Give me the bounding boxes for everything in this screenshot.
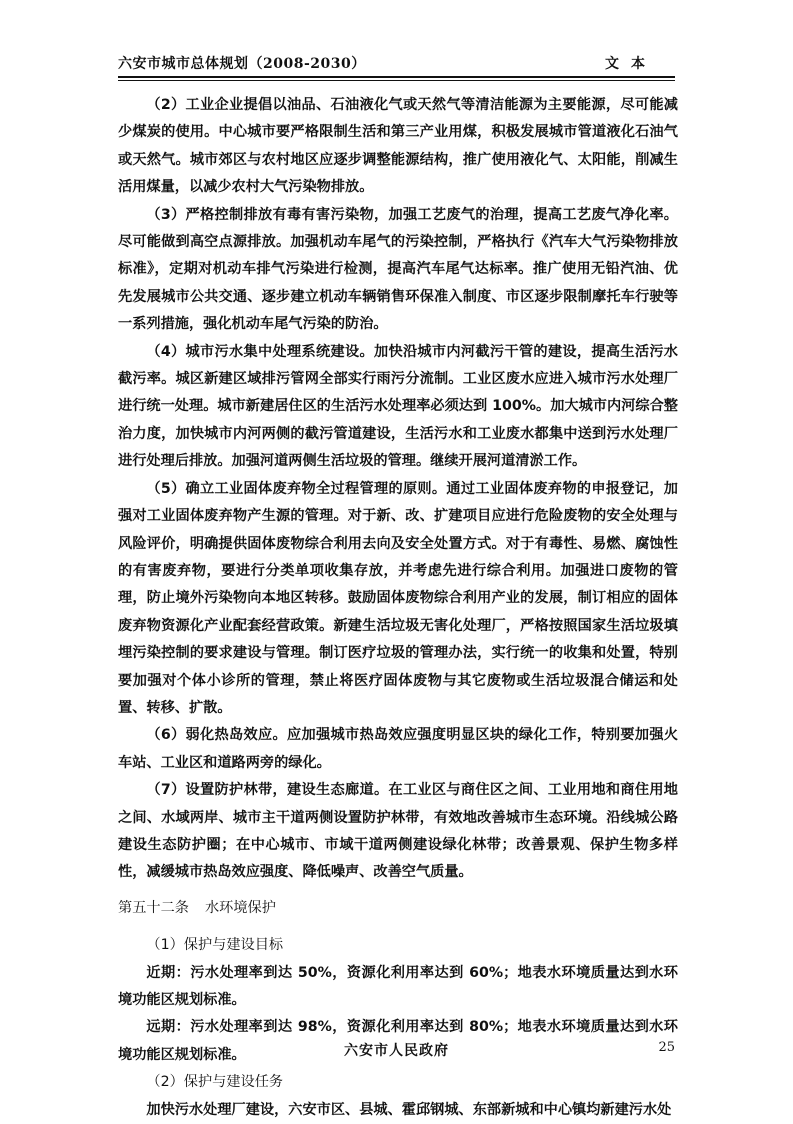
paragraph-7-shelter-belt: （7）设置防护林带，建设生态廊道。在工业区与商住区之间、工业用地和商住用地之间、水域两岸、城市主干道两侧设置防护林带，有效地改善城市生态环境。沿线城公路建设生态防护圈；在中心城市、市域干道两侧建设绿化林带；改善景观、保护生物多样性，减缓城市热岛效应强度、降低噪声、改善空气质量。 [118,782,678,881]
header-rule-thin [118,80,675,81]
article-number: 第五十二条 [118,899,189,916]
document-title: 六安市城市总体规划（2008-2030） [118,56,366,72]
paragraph-5-solid-waste: （5）确立工业固体废弃物全过程管理的原则。通过工业固体废弃物的申报登记，加强对工业固体废弃物产生源的管理。对于新、改、扩建项目应进行危险废物的安全处理与风险评价，明确提供固体废物综合利用去向及安全处置方式。对于有毒性、易燃、腐蚀性的有害废弃物，要进行分类单项收集存放，并考虑先进行综合利用。加强进口废物的管理，防止境外污染物向本地区转移。鼓励固体废物综合利用产业的发展，制订相应的固体废弃物资源化产业配套经营政策。新建生活垃圾无害化处理厂，严格按照国家生活垃圾填埋污染控制的要求建设与管理。制订医疗垃圾的管理办法，实行统一的收集和处置，特别要加强对个体小诊所的管理，禁止将医疗固体废物与其它废物或生活垃圾混合储运和处置、转移、扩散。 [118,480,678,716]
article-heading [118,895,678,922]
subheading-targets: （1）保护与建设目标 [146,937,284,954]
section-label: 文本 [605,56,657,72]
paragraph-4-sewage-treatment: （4）城市污水集中处理系统建设。加快沿城市内河截污干管的建设，提高生活污水截污率。城区新建区域排污管网全部实行雨污分流制。工业区废水应进入城市污水处理厂进行统一处理。城市新建居住区的生活污水处理率必须达到 100%。加大城市内河综合整治力度，加快城市内河两侧的截污管道建设，生活污水和工业废水都集中送到污水处理厂进行处理后排放。加强河道两侧生活垃圾的管理。继续开展河道清淤工作。 [118,343,678,470]
long-term-target: 远期：污水处理率到达 98%，资源化利用率达到 80%；地表水环境质量达到水环境功能区规划标准。 [118,1019,678,1063]
page-header [118,51,675,75]
page-footer [118,1040,675,1062]
article-title: 水环境保护 [204,899,276,916]
subheading-tasks: （2）保护与建设任务 [146,1074,284,1091]
page-body [118,92,678,1124]
paragraph-6-heat-island: （6）弱化热岛效应。应加强城市热岛效应强度明显区块的绿化工作，特别要加强火车站、工业区和道路两旁的绿化。 [118,727,678,771]
paragraph-2-clean-energy: （2）工业企业提倡以油品、石油液化气或天然气等清洁能源为主要能源，尽可能减少煤炭的使用。中心城市要严格限制生活和第三产业用煤，积极发展城市管道液化石油气或天然气。城市郊区与农村地区应逐步调整能源结构，推广使用液化气、太阳能，削减生活用煤量，以减少农村大气污染物排放。 [118,97,678,196]
paragraph-3-emission-control: （3）严格控制排放有毒有害污染物，加强工艺废气的治理，提高工艺废气净化率。尽可能做到高空点源排放。加强机动车尾气的污染控制，严格执行《汽车大气污染物排放标准》，定期对机动车排气污染进行检测，提高汽车尾气达标率。推广使用无铅汽油、优先发展城市公共交通、逐步建立机动车辆销售环保准入制度、市区逐步限制摩托车行驶等一系列措施，强化机动车尾气污染的防治。 [118,206,678,333]
header-rule-thick [118,76,675,78]
page-number: 25 [658,1040,675,1055]
footer-government: 六安市人民政府 [344,1043,449,1059]
tasks-text: 加快污水处理厂建设，六安市区、县城、霍邱钢城、东部新城和中心镇均新建污水处 [146,1101,672,1118]
near-term-target: 近期：污水处理率到达 50%，资源化利用率达到 60%；地表水环境质量达到水环境功能区规划标准。 [118,964,678,1008]
